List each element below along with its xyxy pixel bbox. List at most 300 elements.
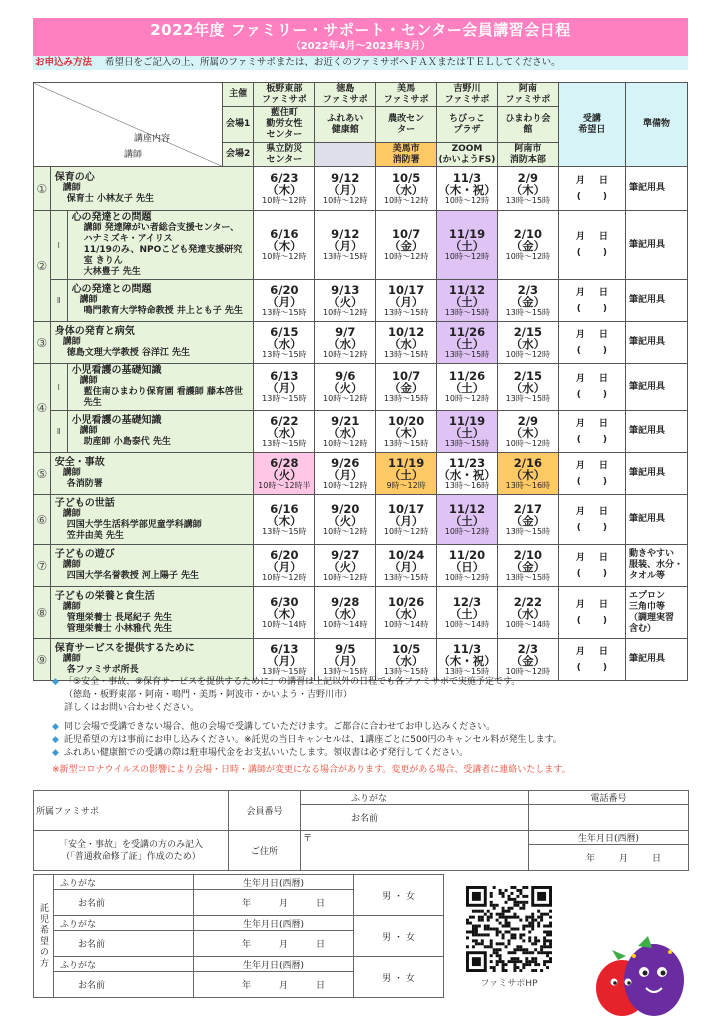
session-time: 10時～12時: [262, 572, 307, 582]
session-weekday: （月）: [327, 182, 363, 197]
wish-day-field[interactable]: [558, 322, 625, 364]
wish-month: 月: [575, 506, 585, 517]
child-gender-spacer: [354, 916, 444, 957]
session-date: 10/24: [388, 547, 425, 562]
session-cell: [254, 495, 315, 545]
session-cell: [254, 167, 315, 211]
venue1-4: ちびっこ プラザ: [437, 107, 498, 143]
session-date: 2/22: [513, 594, 542, 609]
host-label: 主催: [222, 83, 253, 107]
course-title: 保育の心: [54, 172, 95, 183]
session-weekday: （金）: [510, 513, 546, 528]
session-weekday: （月）: [327, 239, 363, 253]
session-cell: [315, 453, 376, 495]
child-gender-spacer: [354, 957, 444, 998]
course-number: ②: [34, 211, 51, 322]
title-band: [33, 18, 688, 56]
session-date: 11/20: [448, 547, 486, 562]
child-name-field[interactable]: お名前: [54, 972, 194, 998]
session-date: 10/12: [388, 324, 425, 339]
session-date: 6/23: [270, 170, 299, 185]
session-weekday: （日）: [449, 559, 485, 574]
course-detail: [67, 411, 254, 453]
session-time: 10時～12時: [444, 572, 490, 582]
address-field[interactable]: [301, 831, 529, 871]
session-cell: [437, 211, 498, 280]
paren-left: (: [576, 303, 581, 314]
course-number: ①: [34, 167, 51, 211]
session-time: 13時～15時: [383, 666, 429, 676]
wish-weekday: [559, 474, 625, 490]
session-time: 10時～12時: [444, 526, 490, 536]
paren-right: ): [602, 390, 607, 400]
session-cell: [376, 495, 437, 545]
session-time: 10時～12時: [323, 307, 368, 317]
paren-right: ): [602, 248, 607, 258]
wish-day-field[interactable]: [558, 639, 625, 681]
phone-field[interactable]: [529, 805, 689, 831]
session-cell: [315, 587, 376, 639]
session-cell: [437, 411, 498, 453]
course-number: ③: [34, 322, 51, 364]
course-detail: [67, 364, 254, 411]
session-weekday: （土）: [449, 336, 485, 351]
session-date: 11/12: [448, 282, 486, 297]
note-2: ◆ 同じ会場で受講できない場合、他の会場で受講していただけます。ご都合に合わせてお申し込みください。: [52, 722, 496, 732]
session-weekday: （火）: [327, 513, 363, 528]
paren-left: (: [576, 390, 581, 400]
session-weekday: （木）: [267, 606, 302, 621]
session-date: 2/10: [513, 227, 542, 241]
session-weekday: （木）: [388, 425, 424, 440]
course-role: 講師: [79, 376, 98, 386]
wish-day-field[interactable]: [558, 545, 625, 587]
session-cell: [376, 280, 437, 322]
venue2-5: 阿南市 消防本部: [497, 143, 558, 167]
wish-month-day: [559, 285, 625, 301]
session-time: 13時～15時: [262, 307, 307, 317]
session-weekday: （金）: [510, 653, 546, 668]
session-cell: [437, 639, 498, 681]
venue1-5: ひまわり会 館: [497, 107, 558, 143]
course-content-header: 講座内容: [134, 134, 171, 144]
session-time: 13時～15時: [262, 349, 307, 359]
wish-day-field[interactable]: [558, 364, 625, 411]
birthday-field[interactable]: 年 月 日: [529, 845, 689, 871]
page-subtitle: （2022年4月～2023年3月）: [290, 41, 431, 52]
wish-day: 日: [598, 599, 608, 610]
session-weekday: （月）: [388, 513, 424, 528]
child-birthday-field[interactable]: [194, 972, 354, 998]
session-cell: [497, 587, 558, 639]
prep-item: 筆記用具: [625, 167, 687, 211]
course-teacher: 藍住南ひまわり保育園 看護師 藤本啓世 先生: [83, 387, 243, 408]
prep-item: 筆記用具: [625, 453, 687, 495]
schedule-table: [33, 82, 688, 681]
note-3: ◆ 託児希望の方は事前にお申し込みください。※託児の当日キャンセルは、1講座ごとに500円のキャンセル料が発生します。: [52, 735, 562, 745]
session-date: 2/3: [517, 641, 538, 656]
wish-month: 月: [575, 460, 585, 471]
child-gender[interactable]: 男 ・ 女: [382, 973, 415, 984]
child-year: 年: [241, 899, 251, 909]
table-row: [34, 495, 688, 545]
course-role: 講師: [62, 508, 81, 519]
course-role: 講師: [62, 468, 81, 478]
wish-day-field[interactable]: [558, 453, 625, 495]
page-title: 2022年度 ファミリー・サポート・センター会員講習会日程: [150, 21, 571, 39]
prep-item: エプロン 三角巾等 （調理実習 含む）: [625, 587, 687, 639]
session-date: 9/7: [335, 324, 356, 339]
wish-month: 月: [575, 175, 585, 186]
session-cell: [437, 587, 498, 639]
course-title: 子どもの栄養と食生活: [54, 590, 155, 602]
session-weekday: （火）: [327, 294, 363, 309]
session-date: 9/5: [335, 641, 356, 656]
session-date: 2/9: [517, 413, 538, 428]
course-detail: [50, 495, 254, 545]
course-teacher: 保育士 小林友子 先生: [66, 194, 155, 204]
session-cell: [315, 280, 376, 322]
session-weekday: （金）: [510, 239, 546, 253]
session-time: 10時～14時: [383, 619, 429, 629]
session-time: 10時～12時: [323, 526, 368, 536]
wish-month-day: [559, 371, 625, 387]
session-time: 13時～15時: [383, 307, 429, 317]
course-detail: [50, 167, 254, 211]
wish-month: 月: [575, 646, 585, 657]
session-date: 9/26: [331, 455, 360, 470]
prep-item: 筆記用具: [625, 280, 687, 322]
course-number: ⑥: [34, 495, 51, 545]
teacher-header: 講師: [124, 150, 143, 160]
prep-item: 筆記用具: [625, 364, 687, 411]
wish-day: 日: [598, 460, 608, 471]
note-1: ◆ 「⑤安全・事故、⑨保育サービスを提供するために」の講習は上記以外の日程でも各ファミサポで実施予定です。: [52, 677, 521, 687]
child-gender[interactable]: 男 ・ 女: [382, 891, 415, 902]
session-time: 13時～15時: [383, 349, 429, 359]
child-birthday-field[interactable]: [194, 890, 354, 916]
course-teacher: 管理栄養士 小林雅代 先生: [66, 623, 173, 634]
prep-item: 筆記用具: [625, 211, 687, 280]
session-weekday: （土）: [449, 606, 485, 621]
session-date: 10/7: [392, 369, 421, 383]
session-weekday: （土）: [449, 513, 485, 528]
course-detail: [67, 280, 254, 322]
wish-day-field[interactable]: [558, 211, 625, 280]
session-date: 11/26: [448, 369, 486, 383]
wish-month-day: [559, 229, 625, 245]
wish-weekday: [559, 387, 625, 403]
session-cell: [497, 411, 558, 453]
session-weekday: （月）: [267, 294, 302, 309]
childcare-side-label: 託児希望の方: [34, 875, 54, 998]
session-date: 10/26: [388, 594, 425, 609]
table-row: [34, 411, 688, 453]
session-date: 9/27: [331, 547, 360, 562]
childcare-table: [33, 874, 444, 998]
wish-day-field[interactable]: [558, 411, 625, 453]
session-time: 13時～15時: [323, 252, 368, 261]
member-no-label: 会員番号: [229, 791, 301, 831]
session-date: 2/10: [513, 547, 542, 562]
session-weekday: （水）: [510, 606, 546, 621]
session-weekday: （月）: [267, 559, 302, 574]
wish-day: 日: [598, 506, 608, 517]
table-row: [34, 211, 688, 280]
session-time: 10時～14時: [505, 619, 551, 629]
session-time: 10時～12時: [262, 252, 307, 261]
child-year: 年: [241, 981, 251, 991]
table-row: [34, 453, 688, 495]
session-date: 6/16: [270, 227, 299, 241]
birthday-label: 生年月日(西暦): [529, 831, 689, 845]
course-teacher: 各消防署: [66, 479, 103, 489]
wish-day-field[interactable]: [558, 280, 625, 322]
session-time: 9時～12時: [386, 480, 426, 490]
session-weekday: （火）: [327, 559, 363, 574]
session-weekday: （木・祝）: [438, 653, 496, 668]
name-field[interactable]: お名前: [301, 805, 529, 831]
paren-right: ): [602, 434, 607, 445]
session-time: 10時～12時半: [258, 480, 311, 490]
course-number: ④: [34, 364, 51, 453]
course-title: 保育サービスを提供するために: [54, 643, 195, 654]
child-birthday-label: 生年月日(西暦): [194, 957, 354, 972]
note-covid: ※新型コロナウイルスの影響により会場・日時・講師が変更になる場合があります。変更がある場合、受講者に連絡いたします。: [52, 765, 571, 775]
session-cell: [376, 211, 437, 280]
session-date: 2/9: [517, 170, 538, 185]
paren-left: (: [576, 662, 581, 673]
session-time: 13時～15時: [262, 526, 307, 536]
session-time: 13時～16時: [444, 480, 490, 490]
paren-left: (: [576, 248, 581, 258]
session-cell: [254, 453, 315, 495]
child-furigana-label: ふりがな: [54, 957, 194, 972]
course-role: 講師: [79, 426, 98, 436]
session-cell: [437, 322, 498, 364]
session-cell: [254, 211, 315, 280]
session-cell: [376, 587, 437, 639]
wish-day-field[interactable]: [558, 495, 625, 545]
child-day: 日: [316, 940, 326, 950]
session-date: 11/3: [452, 641, 482, 656]
session-time: 13時～15時: [262, 438, 307, 448]
child-year: 年: [241, 940, 251, 950]
session-time: 13時～15時: [444, 349, 490, 359]
session-weekday: （月）: [267, 381, 302, 395]
session-cell: [376, 167, 437, 211]
wish-day: 日: [598, 329, 608, 340]
paren-left: (: [576, 345, 581, 356]
session-weekday: （金）: [388, 381, 424, 395]
host-2: 徳島 ファミサポ: [315, 83, 376, 107]
wish-month-day: [559, 416, 625, 432]
child-gender-spacer: [354, 875, 444, 916]
session-cell: [437, 280, 498, 322]
course-teacher: 助産師 小島泰代 先生: [83, 437, 171, 447]
paren-right: ): [602, 345, 607, 356]
session-cell: [254, 545, 315, 587]
venue2-3: 美馬市 消防署: [376, 143, 437, 167]
session-cell: [376, 364, 437, 411]
session-weekday: （木）: [267, 513, 302, 528]
host-4: 吉野川 ファミサポ: [437, 83, 498, 107]
host-3: 美馬 ファミサポ: [376, 83, 437, 107]
paren-right: ): [602, 522, 607, 533]
session-time: 13時～16時: [505, 480, 551, 490]
wish-month-day: [559, 458, 625, 474]
session-cell: [497, 167, 558, 211]
wish-day: 日: [598, 418, 608, 429]
wish-day: 日: [598, 646, 608, 657]
furigana-label: ふりがな: [301, 791, 529, 805]
venue2-1: 県立防災 センター: [254, 143, 315, 167]
session-cell: [254, 364, 315, 411]
address-label: ご住所: [229, 831, 301, 871]
venue2-4: ZOOM (かいようFS): [437, 143, 498, 167]
session-date: 10/5: [392, 641, 421, 656]
session-cell: [376, 453, 437, 495]
wish-month-day: [559, 597, 625, 613]
session-date: 11/19: [388, 455, 425, 470]
wish-day: 日: [598, 374, 608, 384]
session-cell: [437, 167, 498, 211]
course-teacher: 鳴門教育大学特命教授 井上とも子 先生: [83, 306, 243, 316]
paren-right: ): [602, 662, 607, 673]
session-weekday: （水）: [327, 336, 363, 351]
session-date: 9/20: [331, 501, 360, 516]
session-cell: [376, 545, 437, 587]
prep-item: 筆記用具: [625, 495, 687, 545]
session-weekday: （月）: [327, 653, 363, 668]
session-weekday: （土）: [449, 294, 485, 309]
session-weekday: （月）: [267, 653, 302, 668]
wish-day-field[interactable]: [558, 587, 625, 639]
child-gender[interactable]: 男 ・ 女: [382, 932, 415, 943]
session-weekday: （水）: [388, 653, 424, 668]
wish-weekday: [559, 613, 625, 629]
paren-left: (: [576, 434, 581, 445]
child-furigana-label: ふりがな: [54, 916, 194, 931]
course-title: 安全・事故: [54, 457, 105, 468]
paren-left: (: [576, 191, 581, 202]
prep-item: 筆記用具: [625, 411, 687, 453]
note-4: ◆ ふれあい健康館での受講の際は駐車場代金をお支払いいたします。領収書は必ず発行してください。: [52, 748, 469, 758]
session-time: 13時～15時: [505, 526, 551, 536]
child-birthday-label: 生年月日(西暦): [194, 875, 354, 890]
paren-right: ): [602, 615, 607, 626]
session-cell: [437, 495, 498, 545]
session-cell: [497, 545, 558, 587]
session-weekday: （水）: [267, 336, 302, 351]
session-weekday: （水）: [510, 336, 546, 351]
session-weekday: （水）: [267, 425, 302, 440]
wish-day-field[interactable]: [558, 167, 625, 211]
session-time: 10時～12時: [444, 394, 490, 403]
session-time: 10時～12時: [444, 252, 490, 261]
session-cell: [254, 322, 315, 364]
session-date: 9/13: [331, 282, 360, 297]
session-date: 6/13: [270, 641, 299, 656]
session-date: 6/20: [270, 282, 299, 297]
course-title: 子どもの世話: [54, 497, 115, 509]
session-date: 6/22: [270, 413, 299, 428]
wish-month-day: [559, 504, 625, 520]
diamond-icon: ◆: [52, 735, 59, 745]
session-cell: [315, 167, 376, 211]
child-name-field[interactable]: お名前: [54, 931, 194, 957]
session-time: 10時～12時: [323, 394, 368, 403]
venue2-2: [315, 143, 376, 167]
course-subnumber: Ⅱ: [50, 280, 67, 322]
course-subnumber: Ⅱ: [50, 411, 67, 453]
phone-label: 電話番号: [529, 791, 689, 805]
course-teacher: 徳島文理大学教授 谷洋江 先生: [66, 348, 191, 358]
course-teacher: 管理栄養士 長尾紀子 先生: [66, 612, 173, 623]
session-time: 10時～12時: [323, 572, 368, 582]
session-time: 10時～12時: [444, 195, 490, 205]
session-cell: [315, 545, 376, 587]
session-weekday: （水）: [388, 182, 424, 197]
course-teacher: 大林豊子 先生: [83, 267, 141, 277]
course-teacher: 11/19のみ、NPOこども発達支援研究室 きりん: [83, 245, 243, 266]
table-row: [34, 280, 688, 322]
child-month: 月: [279, 899, 289, 909]
child-birthday-field[interactable]: [194, 931, 354, 957]
child-name-field[interactable]: お名前: [54, 890, 194, 916]
session-weekday: （木）: [267, 182, 302, 197]
session-date: 11/26: [448, 324, 486, 339]
wish-weekday: [559, 660, 625, 676]
session-date: 6/16: [270, 501, 299, 516]
diamond-icon: ◆: [52, 722, 59, 732]
session-weekday: （水）: [388, 336, 424, 351]
session-cell: [376, 639, 437, 681]
wish-day: 日: [598, 175, 608, 186]
session-time: 10時～14時: [262, 619, 307, 629]
course-title: 心の発達との問題: [71, 212, 152, 223]
session-date: 9/28: [331, 594, 360, 609]
session-time: 13時～15時: [383, 438, 429, 448]
wish-month-day: [559, 173, 625, 189]
child-month: 月: [279, 981, 289, 991]
session-date: 10/5: [392, 170, 421, 185]
session-weekday: （水）: [388, 606, 424, 621]
wish-month: 月: [575, 552, 585, 563]
course-title: 身体の発育と病気: [54, 326, 135, 337]
wish-weekday: [559, 343, 625, 359]
child-furigana-label: ふりがな: [54, 875, 194, 890]
course-teacher: 四国大学名誉教授 河上陽子 先生: [66, 571, 200, 581]
session-date: 10/7: [392, 227, 421, 241]
course-detail: [50, 545, 254, 587]
safety-note: 「安全・事故」を受講の方のみ記入 （「普通救命修了証」作成のため）: [34, 831, 229, 871]
table-row: [34, 364, 688, 411]
session-time: 13時～15時: [383, 572, 429, 582]
session-cell: [315, 495, 376, 545]
venue1-label: 会場1: [222, 107, 253, 143]
course-role: 講師: [62, 560, 81, 570]
session-date: 9/12: [331, 227, 360, 241]
session-weekday: （土）: [449, 425, 485, 440]
session-date: 9/6: [335, 369, 356, 383]
qr-code[interactable]: [466, 886, 552, 972]
wish-weekday: [559, 189, 625, 205]
course-number: ⑨: [34, 639, 51, 681]
session-date: 6/28: [270, 455, 299, 470]
session-weekday: （金）: [510, 559, 546, 574]
session-weekday: （水・祝）: [438, 467, 496, 482]
